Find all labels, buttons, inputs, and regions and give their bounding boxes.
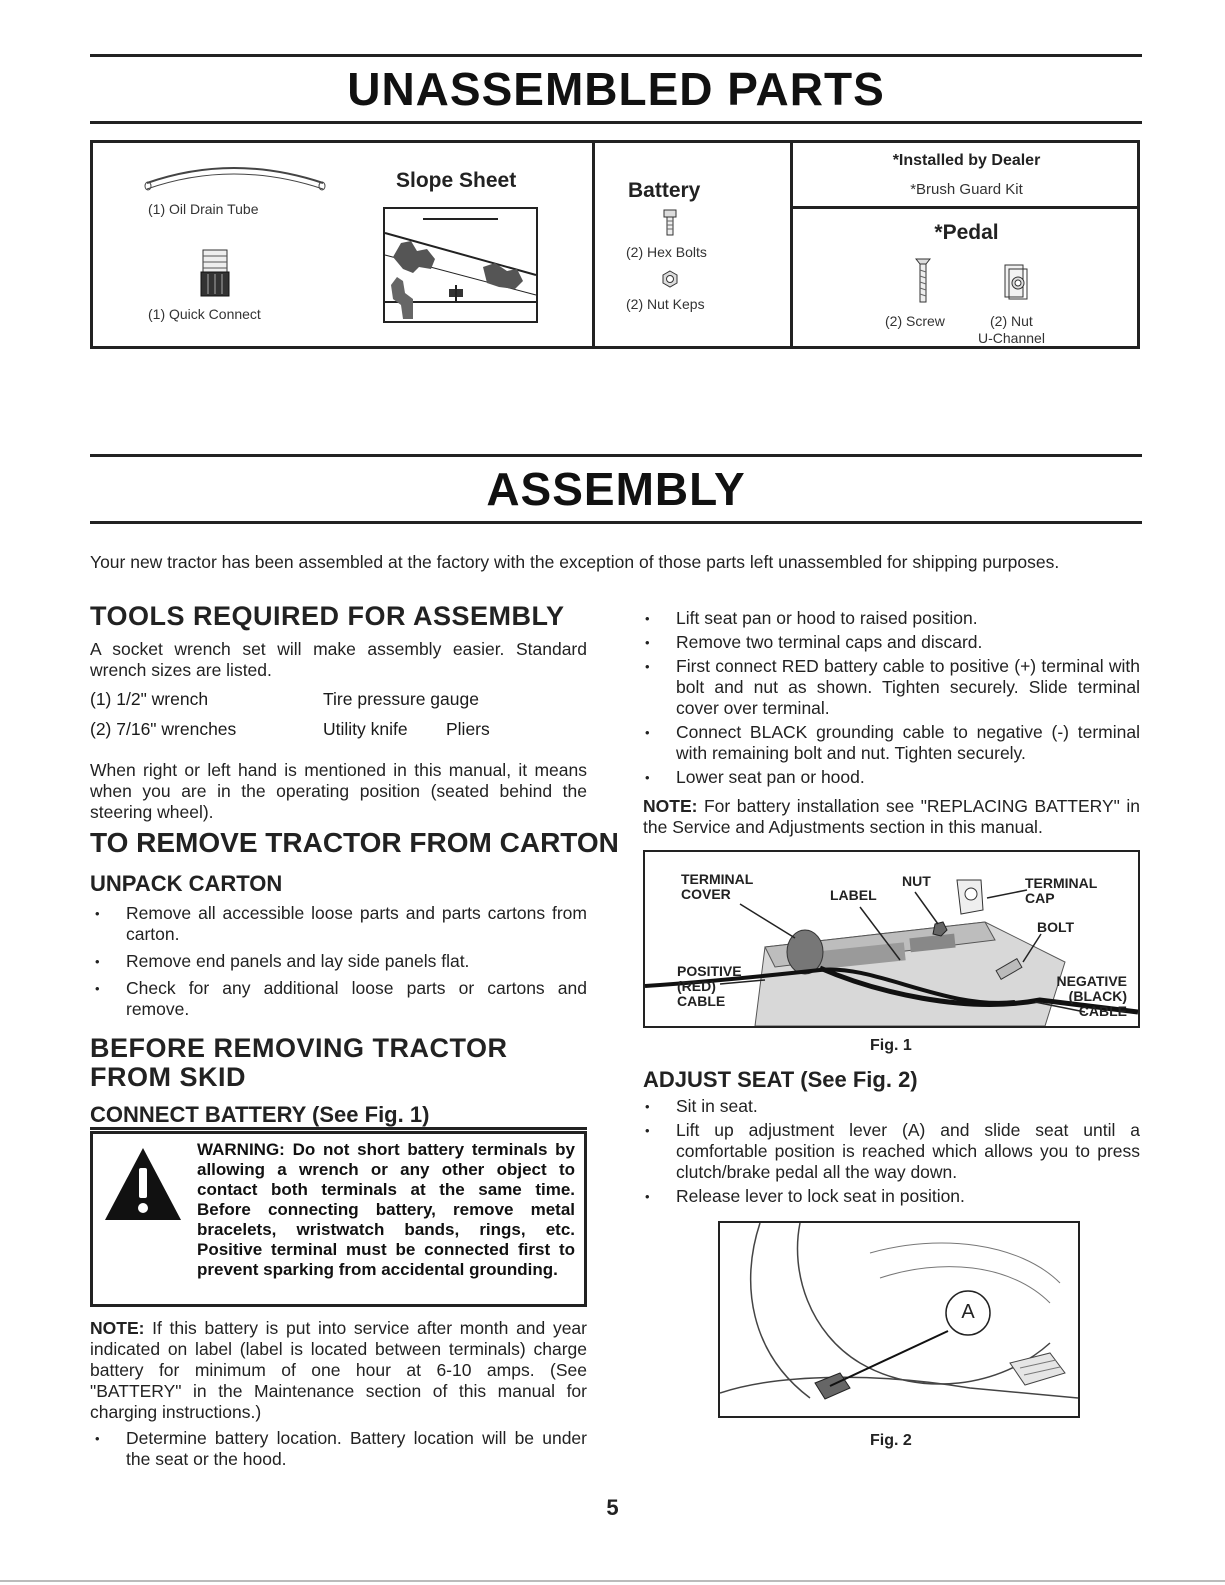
screw-label: (2) Screw [885,313,945,329]
assembly-intro: Your new tractor has been assembled at the factory with the exception of those parts left unassembled for shipping purposes. [90,552,1060,572]
bolt-callout: BOLT [1037,919,1075,935]
list-item: • Lift seat pan or hood to raised position. [643,608,1140,629]
tool-tire-gauge: Tire pressure gauge [323,689,479,709]
terminal-cap-callout: TERMINAL CAP [1025,875,1098,906]
list-item: • Remove end panels and lay side panels flat. [93,951,587,972]
note-text: If this battery is put into service after month and year indicated on label (label is located between terminals) charge battery for minimum of one hour at 6-10 amps. (See "BATTERY" in the Maintenance section of this manual for charging instructions.) [90,1318,587,1422]
list-item: • Connect BLACK grounding cable to negative (-) terminal with remaining bolt and nut. Tighten securely. [643,722,1140,764]
page-number: 5 [606,1495,619,1520]
list-item: • Lift up adjustment lever (A) and slide seat until a comfortable position is reached which allows you to press clutch/brake pedal all the way down. [643,1120,1140,1183]
slope-sheet-image [383,207,538,323]
top-rule [90,54,1142,57]
tool-1: (1) 1/2" wrench [90,689,209,709]
figure-2 [718,1221,1080,1418]
warning-triangle-icon [103,1146,183,1222]
nut-callout: NUT [902,873,931,889]
quick-connect-label: (1) Quick Connect [148,306,261,322]
determine-list [93,1428,587,1476]
quick-connect-icon [198,248,232,300]
dealer-divider [790,206,1140,209]
seat-diagram [720,1223,1078,1416]
assembly-rule-top [90,454,1142,457]
hand-note: When right or left hand is mentioned in this manual, it means when you are in the operating position (seated behind the steering wheel). [90,760,587,822]
tools-heading: TOOLS REQUIRED FOR ASSEMBLY [90,601,565,631]
unpack-list [93,903,587,1026]
divider-1 [592,143,595,346]
note-label: NOTE: [90,1318,145,1338]
hex-bolts-label: (2) Hex Bolts [626,244,707,260]
tools-intro: A socket wrench set will make assembly easier. Standard wrench sizes are listed. [90,639,587,680]
warning-text: WARNING: Do not short battery terminals by allowing a wrench or any other object to contact both terminals at the same time. Before connecting battery, remove metal bracelets, wristwatch bands, rings, etc. Positive terminal must be connected first to prevent sparking from accidental grounding. [197,1140,575,1279]
list-item: • First connect RED battery cable to positive (+) terminal with bolt and nut as shown. Tighten securely. Slide terminal cover over terminal. [643,656,1140,719]
list-item: • Remove all accessible loose parts and parts cartons from carton. [93,903,587,945]
installed-by-dealer-heading: *Installed by Dealer [892,152,1041,169]
connect-battery-underline [90,1127,587,1130]
unassembled-parts-title: UNASSEMBLED PARTS [347,63,885,115]
nut-label: (2) Nut [990,313,1033,329]
list-item: • Determine battery location. Battery location will be under the seat or the hood. [93,1428,587,1470]
screw-icon [915,257,931,305]
oil-drain-tube-label: (1) Oil Drain Tube [148,201,259,217]
callout-a: A [961,1301,975,1323]
battery-steps-list [643,608,1140,791]
remove-heading: TO REMOVE TRACTOR FROM CARTON [90,827,619,858]
bottom-edge-line [0,1580,1225,1582]
list-item: • Sit in seat. [643,1096,1140,1117]
pedal-heading: *Pedal [934,221,999,244]
note-text: For battery installation see "REPLACING BATTERY" in the Service and Adjustments section in this manual. [643,796,1140,837]
negative-cable-callout: NEGATIVE (BLACK) CABLE [1056,973,1127,1019]
unpack-heading: UNPACK CARTON [90,871,283,896]
positive-cable-callout: POSITIVE (RED) CABLE [677,963,742,1009]
list-item: • Remove two terminal caps and discard. [643,632,1140,653]
note-label: NOTE: [643,796,698,816]
adjust-seat-heading: ADJUST SEAT (See Fig. 2) [643,1067,918,1092]
figure-1 [643,850,1140,1028]
tool-2: (2) 7/16" wrenches [90,719,237,739]
skid-heading: BEFORE REMOVING TRACTOR FROM SKID [90,1033,508,1092]
hex-bolt-icon [662,209,678,237]
assembly-title: ASSEMBLY [486,463,746,515]
label-callout: LABEL [830,887,877,903]
nut-keps-icon [661,270,679,288]
figure-1-caption: Fig. 1 [870,1037,912,1054]
connect-battery-heading: CONNECT BATTERY (See Fig. 1) [90,1102,430,1127]
list-item: • Lower seat pan or hood. [643,767,1140,788]
tool-utility-knife: Utility knife [323,719,408,739]
assembly-rule-bottom [90,521,1142,524]
u-channel-label: U-Channel [978,330,1045,346]
u-channel-nut-icon [1001,261,1031,301]
replacing-battery-note [643,796,1140,838]
list-item: • Release lever to lock seat in position. [643,1186,1140,1207]
list-item: • Check for any additional loose parts or cartons and remove. [93,978,587,1020]
nut-keps-label: (2) Nut Keps [626,296,705,312]
terminal-cover-callout: TERMINAL COVER [681,871,754,902]
battery-note [90,1318,587,1423]
unassembled-parts-box [90,140,1140,349]
slope-sheet-heading: Slope Sheet [396,169,517,192]
adjust-seat-list [643,1096,1140,1210]
figure-2-caption: Fig. 2 [870,1432,912,1449]
battery-heading: Battery [628,179,701,202]
warning-box [90,1131,587,1307]
unassembled-rule-bottom [90,121,1142,124]
tool-pliers: Pliers [446,719,490,739]
oil-drain-tube-icon [143,159,328,199]
brush-guard-kit-label: *Brush Guard Kit [910,181,1023,198]
